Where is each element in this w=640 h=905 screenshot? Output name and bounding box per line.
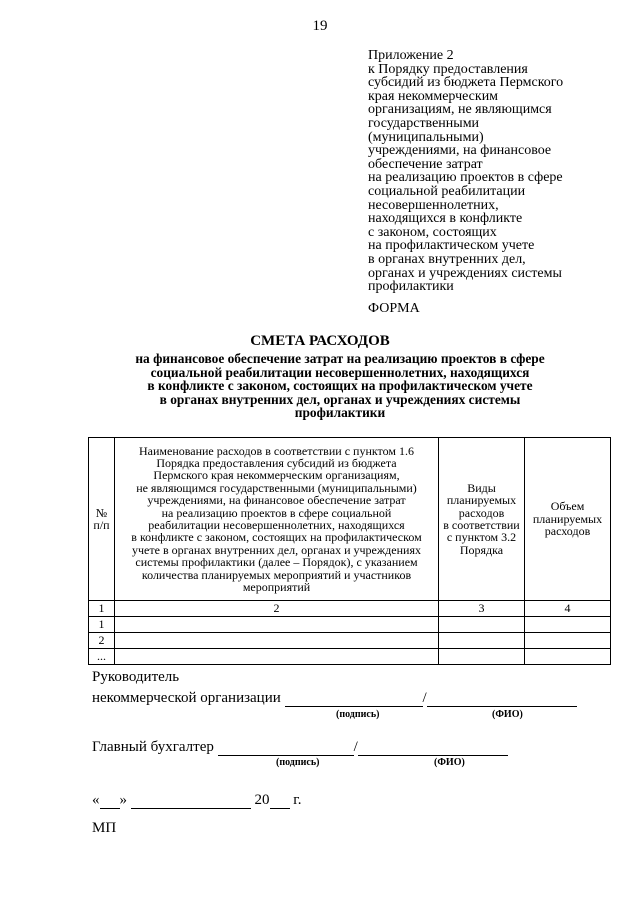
accountant-fio-caption: (ФИО) bbox=[434, 757, 465, 768]
appendix-block bbox=[368, 49, 638, 294]
accountant-sign-caption: (подпись) bbox=[276, 757, 320, 768]
header-line: не являющимся государственными (муниципальными) bbox=[136, 480, 417, 495]
accountant-title: Главный бухгалтер bbox=[92, 739, 214, 755]
slash: / bbox=[353, 739, 358, 755]
subtitle-line: профилактики bbox=[294, 405, 386, 421]
header-line: мероприятий bbox=[242, 580, 311, 595]
table-header-row bbox=[89, 438, 611, 601]
col-expense-type-header bbox=[439, 438, 525, 601]
header-line: Виды bbox=[467, 480, 496, 495]
subtitle-line: на финансовое обеспечение затрат на реализацию проектов в сфере bbox=[135, 351, 545, 366]
month-field bbox=[131, 793, 251, 809]
header-line: планируемых bbox=[446, 493, 517, 508]
table-cell bbox=[115, 633, 439, 649]
head-title-line2: некоммерческой организации bbox=[92, 690, 281, 706]
column-number: 3 bbox=[439, 601, 525, 617]
slash: / bbox=[422, 690, 427, 706]
header-line: планируемых bbox=[532, 511, 603, 526]
stamp-label: МП bbox=[92, 820, 117, 836]
table-cell bbox=[525, 649, 611, 665]
form-label: ФОРМА bbox=[368, 301, 420, 316]
head-sign-caption: (подпись) bbox=[336, 709, 380, 720]
header-line: на реализацию проектов в сфере социальной bbox=[161, 505, 392, 520]
header-line: учете в органах внутренних дел, органах и учреждениях bbox=[132, 542, 421, 557]
budget-table bbox=[88, 437, 611, 665]
appendix-line: на реализацию проектов в сфере bbox=[368, 170, 563, 186]
table-row bbox=[89, 617, 611, 633]
header-line: в соответствии bbox=[443, 518, 520, 532]
table-cell bbox=[525, 617, 611, 633]
appendix-line: с законом, состоящих bbox=[368, 224, 497, 240]
col-number-header bbox=[89, 438, 115, 601]
page-number: 19 bbox=[312, 18, 328, 34]
header-line: Наименование расходов в соответствии с пунктом 1.6 bbox=[139, 443, 414, 458]
table-row bbox=[89, 649, 611, 665]
date-line bbox=[92, 792, 301, 809]
accountant-signature-field bbox=[218, 740, 354, 756]
day-field bbox=[100, 793, 120, 809]
header-line: Объем bbox=[550, 499, 585, 514]
accountant-signature-line bbox=[92, 739, 508, 756]
appendix-line: Приложение 2 bbox=[368, 48, 454, 63]
header-line: в конфликте с законом, состоящих на профилактическом bbox=[131, 530, 422, 545]
header-line: реабилитации несовершеннолетних, находящихся bbox=[148, 518, 405, 532]
subtitle-line: социальной реабилитации несовершеннолетних, находящихся bbox=[150, 364, 530, 380]
header-line: Порядка bbox=[459, 542, 504, 557]
header-line: № bbox=[95, 505, 108, 520]
head-title-line1: Руководитель bbox=[92, 669, 180, 685]
document-title: СМЕТА РАСХОДОВ bbox=[250, 333, 390, 349]
appendix-line: профилактики bbox=[368, 279, 454, 295]
table-cell bbox=[439, 649, 525, 665]
header-line: с пунктом 3.2 bbox=[446, 530, 517, 545]
appendix-line: учреждениями, на финансовое bbox=[368, 143, 552, 159]
table-cell bbox=[439, 617, 525, 633]
row-number: ... bbox=[89, 649, 115, 665]
header-line: учреждениями, на финансовое обеспечение затрат bbox=[147, 493, 406, 508]
appendix-line: на профилактическом учете bbox=[368, 238, 535, 254]
column-number: 1 bbox=[89, 601, 115, 617]
table-row bbox=[89, 633, 611, 649]
appendix-line: государственными bbox=[368, 115, 480, 131]
column-number: 2 bbox=[115, 601, 439, 617]
year-suffix: г. bbox=[293, 792, 302, 808]
table-cell bbox=[439, 633, 525, 649]
appendix-line: органах и учреждениях системы bbox=[368, 265, 562, 281]
accountant-fio-field bbox=[358, 740, 508, 756]
row-number: 2 bbox=[89, 633, 115, 649]
head-fio-field bbox=[427, 691, 577, 707]
head-signature-field bbox=[285, 691, 423, 707]
appendix-line: субсидий из бюджета Пермского bbox=[368, 75, 564, 91]
appendix-line: края некоммерческим bbox=[368, 88, 499, 104]
row-number: 1 bbox=[89, 617, 115, 633]
table-cell bbox=[115, 649, 439, 665]
table-cell bbox=[525, 633, 611, 649]
table-cell bbox=[115, 617, 439, 633]
subtitle-line: в органах внутренних дел, органах и учреждениях системы bbox=[159, 391, 521, 407]
year-prefix: 20 bbox=[254, 792, 270, 808]
head-fio-caption: (ФИО) bbox=[492, 709, 523, 720]
header-line: расходов bbox=[458, 505, 505, 520]
head-signature-line bbox=[92, 690, 577, 707]
appendix-line: в органах внутренних дел, bbox=[368, 251, 526, 267]
header-line: п/п bbox=[93, 518, 110, 532]
year-field bbox=[270, 793, 290, 809]
appendix-line: социальной реабилитации bbox=[368, 183, 526, 199]
date-quote-open: « bbox=[92, 792, 100, 808]
date-quote-close: » bbox=[119, 792, 127, 808]
header-line: количества планируемых мероприятий и участников bbox=[141, 567, 412, 582]
document-subtitle bbox=[80, 352, 600, 420]
header-line: расходов bbox=[544, 524, 591, 539]
appendix-line: (муниципальными) bbox=[368, 129, 484, 145]
appendix-line: организациям, не являющимся bbox=[368, 102, 552, 118]
appendix-line: находящихся в конфликте bbox=[368, 211, 523, 227]
header-line: Порядка предоставления субсидий из бюджета bbox=[156, 455, 397, 470]
col-amount-header bbox=[525, 438, 611, 601]
column-number: 4 bbox=[525, 601, 611, 617]
header-line: Пермского края некоммерческим организациям, bbox=[153, 468, 400, 483]
header-line: системы профилактики (далее – Порядок), с указанием bbox=[135, 555, 418, 570]
appendix-line: несовершеннолетних, bbox=[368, 197, 499, 213]
column-numbers-row bbox=[89, 601, 611, 617]
appendix-line: обеспечение затрат bbox=[368, 156, 483, 172]
subtitle-line: в конфликте с законом, состоящих на профилактическом учете bbox=[147, 378, 533, 394]
appendix-line: к Порядку предоставления bbox=[368, 61, 528, 77]
col-expense-name-header bbox=[115, 438, 439, 601]
